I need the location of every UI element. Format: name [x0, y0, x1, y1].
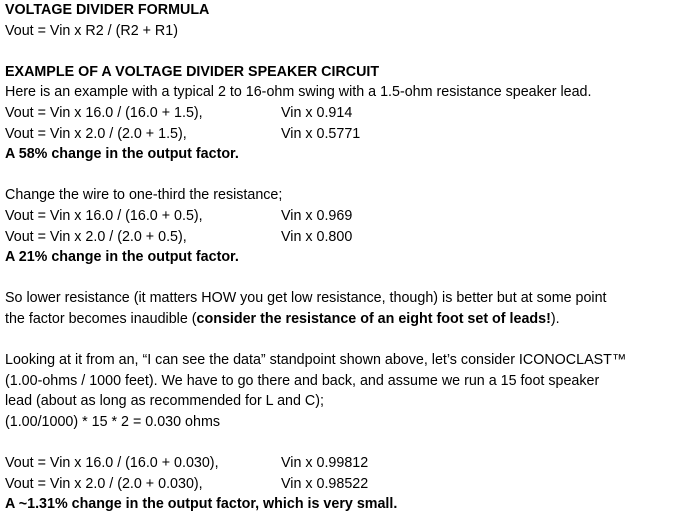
final-conclusion: A ~1.31% change in the output factor, which is very small.: [5, 496, 398, 513]
equation-expression: Vout = Vin x 16.0 / (16.0 + 0.5),: [5, 207, 203, 224]
lower-resistance-emphasis: consider the resistance of an eight foot set of leads!: [196, 310, 551, 327]
iconoclast-calculation: (1.00/1000) * 15 * 2 = 0.030 ohms: [5, 413, 220, 430]
spacer: [5, 165, 675, 186]
equation-result: Vin x 0.800: [281, 228, 353, 245]
iconoclast-line3: lead (about as long as recommended for L and C);: [5, 393, 324, 410]
third-intro: Change the wire to one-third the resistance;: [5, 187, 283, 204]
lower-resistance-line2: [5, 309, 675, 330]
third-conclusion: A 21% change in the output factor.: [5, 249, 239, 266]
equation-row: [5, 124, 675, 145]
equation-row: [5, 206, 675, 227]
iconoclast-line1: Looking at it from an, “I can see the data” standpoint shown above, let’s consider ICONOCLAST™: [5, 352, 627, 369]
equation-result: Vin x 0.5771: [281, 125, 361, 142]
spacer: [5, 268, 675, 289]
equation-expression: Vout = Vin x 2.0 / (2.0 + 0.030),: [5, 475, 203, 492]
iconoclast-line2: (1.00-ohms / 1000 feet). We have to go there and back, and assume we run a 15 foot speaker: [5, 372, 600, 389]
equation-result: Vin x 0.914: [281, 104, 353, 121]
example-conclusion: A 58% change in the output factor.: [5, 146, 239, 163]
equation-expression: Vout = Vin x 2.0 / (2.0 + 1.5),: [5, 125, 187, 142]
equation-result: Vin x 0.98522: [281, 475, 369, 492]
lower-resistance-text: the factor becomes inaudible (: [5, 310, 197, 327]
spacer: [5, 41, 675, 62]
equation-result: Vin x 0.969: [281, 207, 353, 224]
equation-expression: Vout = Vin x 2.0 / (2.0 + 0.5),: [5, 228, 187, 245]
formula-text: Vout = Vin x R2 / (R2 + R1): [5, 22, 178, 39]
spacer: [5, 432, 675, 453]
example-intro: Here is an example with a typical 2 to 16-ohm swing with a 1.5-ohm resistance speaker lead.: [5, 84, 592, 101]
equation-row: [5, 453, 675, 474]
equation-row: [5, 103, 675, 124]
equation-expression: Vout = Vin x 16.0 / (16.0 + 1.5),: [5, 104, 203, 121]
lower-resistance-end: ).: [550, 310, 560, 327]
document-body: [5, 0, 675, 515]
lower-resistance-line1: So lower resistance (it matters HOW you get low resistance, though) is better but at some point: [5, 290, 607, 307]
equation-result: Vin x 0.99812: [281, 455, 369, 472]
equation-row: [5, 227, 675, 248]
formula-heading: VOLTAGE DIVIDER FORMULA: [5, 2, 210, 18]
equation-expression: Vout = Vin x 16.0 / (16.0 + 0.030),: [5, 455, 219, 472]
spacer: [5, 330, 675, 351]
equation-row: [5, 474, 675, 495]
example-heading: EXAMPLE OF A VOLTAGE DIVIDER SPEAKER CIRCUIT: [5, 63, 380, 80]
